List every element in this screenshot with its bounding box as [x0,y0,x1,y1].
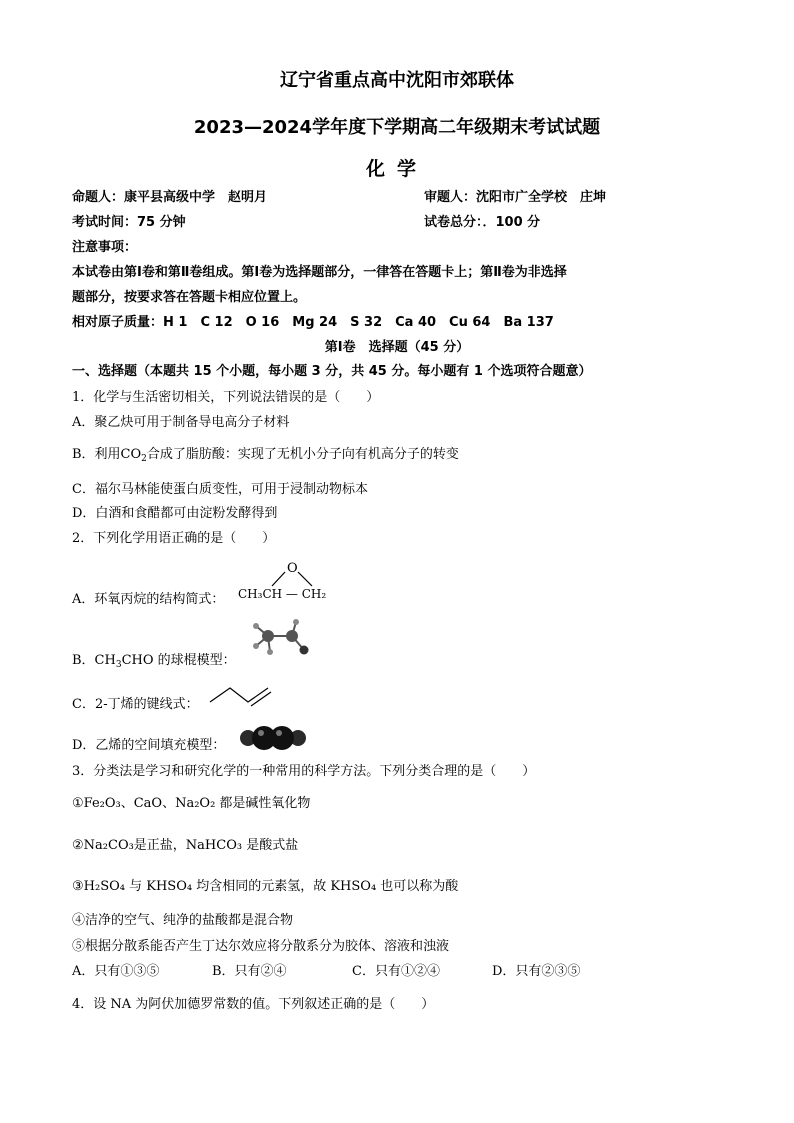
epoxy-chain-label: CH₃CH — CH₂ [238,587,327,601]
q3-stem: 3．分类法是学习和研究化学的一种常用的科学方法。下列分类合理的是（ ） [72,764,536,779]
author: 命题人：康平县高级中学 赵明月 [72,190,268,205]
q3-option-b: B．只有②④ [212,964,287,979]
q1-option-d: D．白酒和食醋都可由淀粉发酵得到 [72,506,278,521]
author-line [72,189,607,207]
epoxy-oxygen-label: O [287,561,298,576]
q1-stem: 1．化学与生活密切相关，下列说法错误的是（ ） [72,390,380,405]
total-score: 试卷总分：．100 分 [424,215,541,230]
q2-option-d: D．乙烯的空间填充模型： [72,738,226,753]
ball-stick-model [244,614,324,664]
time-line [72,214,541,232]
q3-statement-5: ⑤根据分散系能否产生丁达尔效应将分散系分为胶体、溶液和浊液 [72,939,450,954]
ethylene-space-filling-model [234,724,314,752]
section-title: 第Ⅰ卷 选择题（45 分） [324,340,470,355]
exam-title-term: 2023—2024学年度下学期高二年级期末考试试题 [193,117,601,138]
q3-option-d: D．只有②③⑤ [492,964,581,979]
q2-option-b [72,652,236,670]
subject-title: 化学 [365,158,428,180]
q3-option-a: A．只有①③⑤ [72,964,160,979]
notice-title: 注意事项： [72,240,138,255]
q1-b-pre: B．利用CO [72,447,142,462]
q2-b-pre: B．CH [72,653,116,668]
butene-skeletal-formula [204,684,284,710]
atomic-mass-line: 相对原子质量：H 1 C 12 O 16 Mg 24 S 32 Ca 40 Cu 64 Ba 137 [72,315,554,330]
q3-statement-3: ③H₂SO₄ 与 KHSO₄ 均含相同的元素氢，故 KHSO₄ 也可以称为酸 [72,879,459,894]
q1-option-b [72,446,459,464]
q2-b-sub: 3 [115,660,122,670]
q3-statement-1: ①Fe₂O₃、CaO、Na₂O₂ 都是碱性氧化物 [72,796,311,811]
q2-option-c: C．2-丁烯的键线式： [72,697,199,712]
q2-stem: 2．下列化学用语正确的是（ ） [72,531,276,546]
epoxypropane-structure [232,556,332,606]
q3-options [72,963,581,981]
q1-b-sub: 2 [141,454,147,464]
exam-title-region: 辽宁省重点高中沈阳市郊联体 [280,70,514,91]
exam-time: 考试时间：75 分钟 [72,215,186,230]
q3-statement-4: ④洁净的空气、纯净的盐酸都是混合物 [72,913,294,928]
notice-line-2: 题部分，按要求答在答题卡相应位置上。 [72,290,307,305]
q1-option-c: C．福尔马林能使蛋白质变性，可用于浸制动物标本 [72,482,368,497]
q4-stem: 4．设 NA 为阿伏加德罗常数的值。下列叙述正确的是（ ） [72,997,435,1012]
q2-b-post: CHO 的球棍模型： [121,653,236,668]
part-one-heading: 一、选择题（本题共 15 个小题，每小题 3 分，共 45 分。每小题有 1 个选项符合题意） [72,364,592,379]
q3-option-c: C．只有①②④ [352,964,440,979]
q1-b-post: 合成了脂肪酸：实现了无机小分子向有机高分子的转变 [146,447,459,462]
q2-option-a: A．环氧丙烷的结构简式： [72,592,225,607]
q1-option-a: A．聚乙炔可用于制备导电高分子材料 [72,415,290,430]
reviewer: 审题人：沈阳市广全学校 庄坤 [424,190,607,205]
q3-statement-2: ②Na₂CO₃是正盐，NaHCO₃ 是酸式盐 [72,838,299,853]
notice-line-1: 本试卷由第Ⅰ卷和第Ⅱ卷组成。第Ⅰ卷为选择题部分，一律答在答题卡上；第Ⅱ卷为非选择 [72,265,567,280]
